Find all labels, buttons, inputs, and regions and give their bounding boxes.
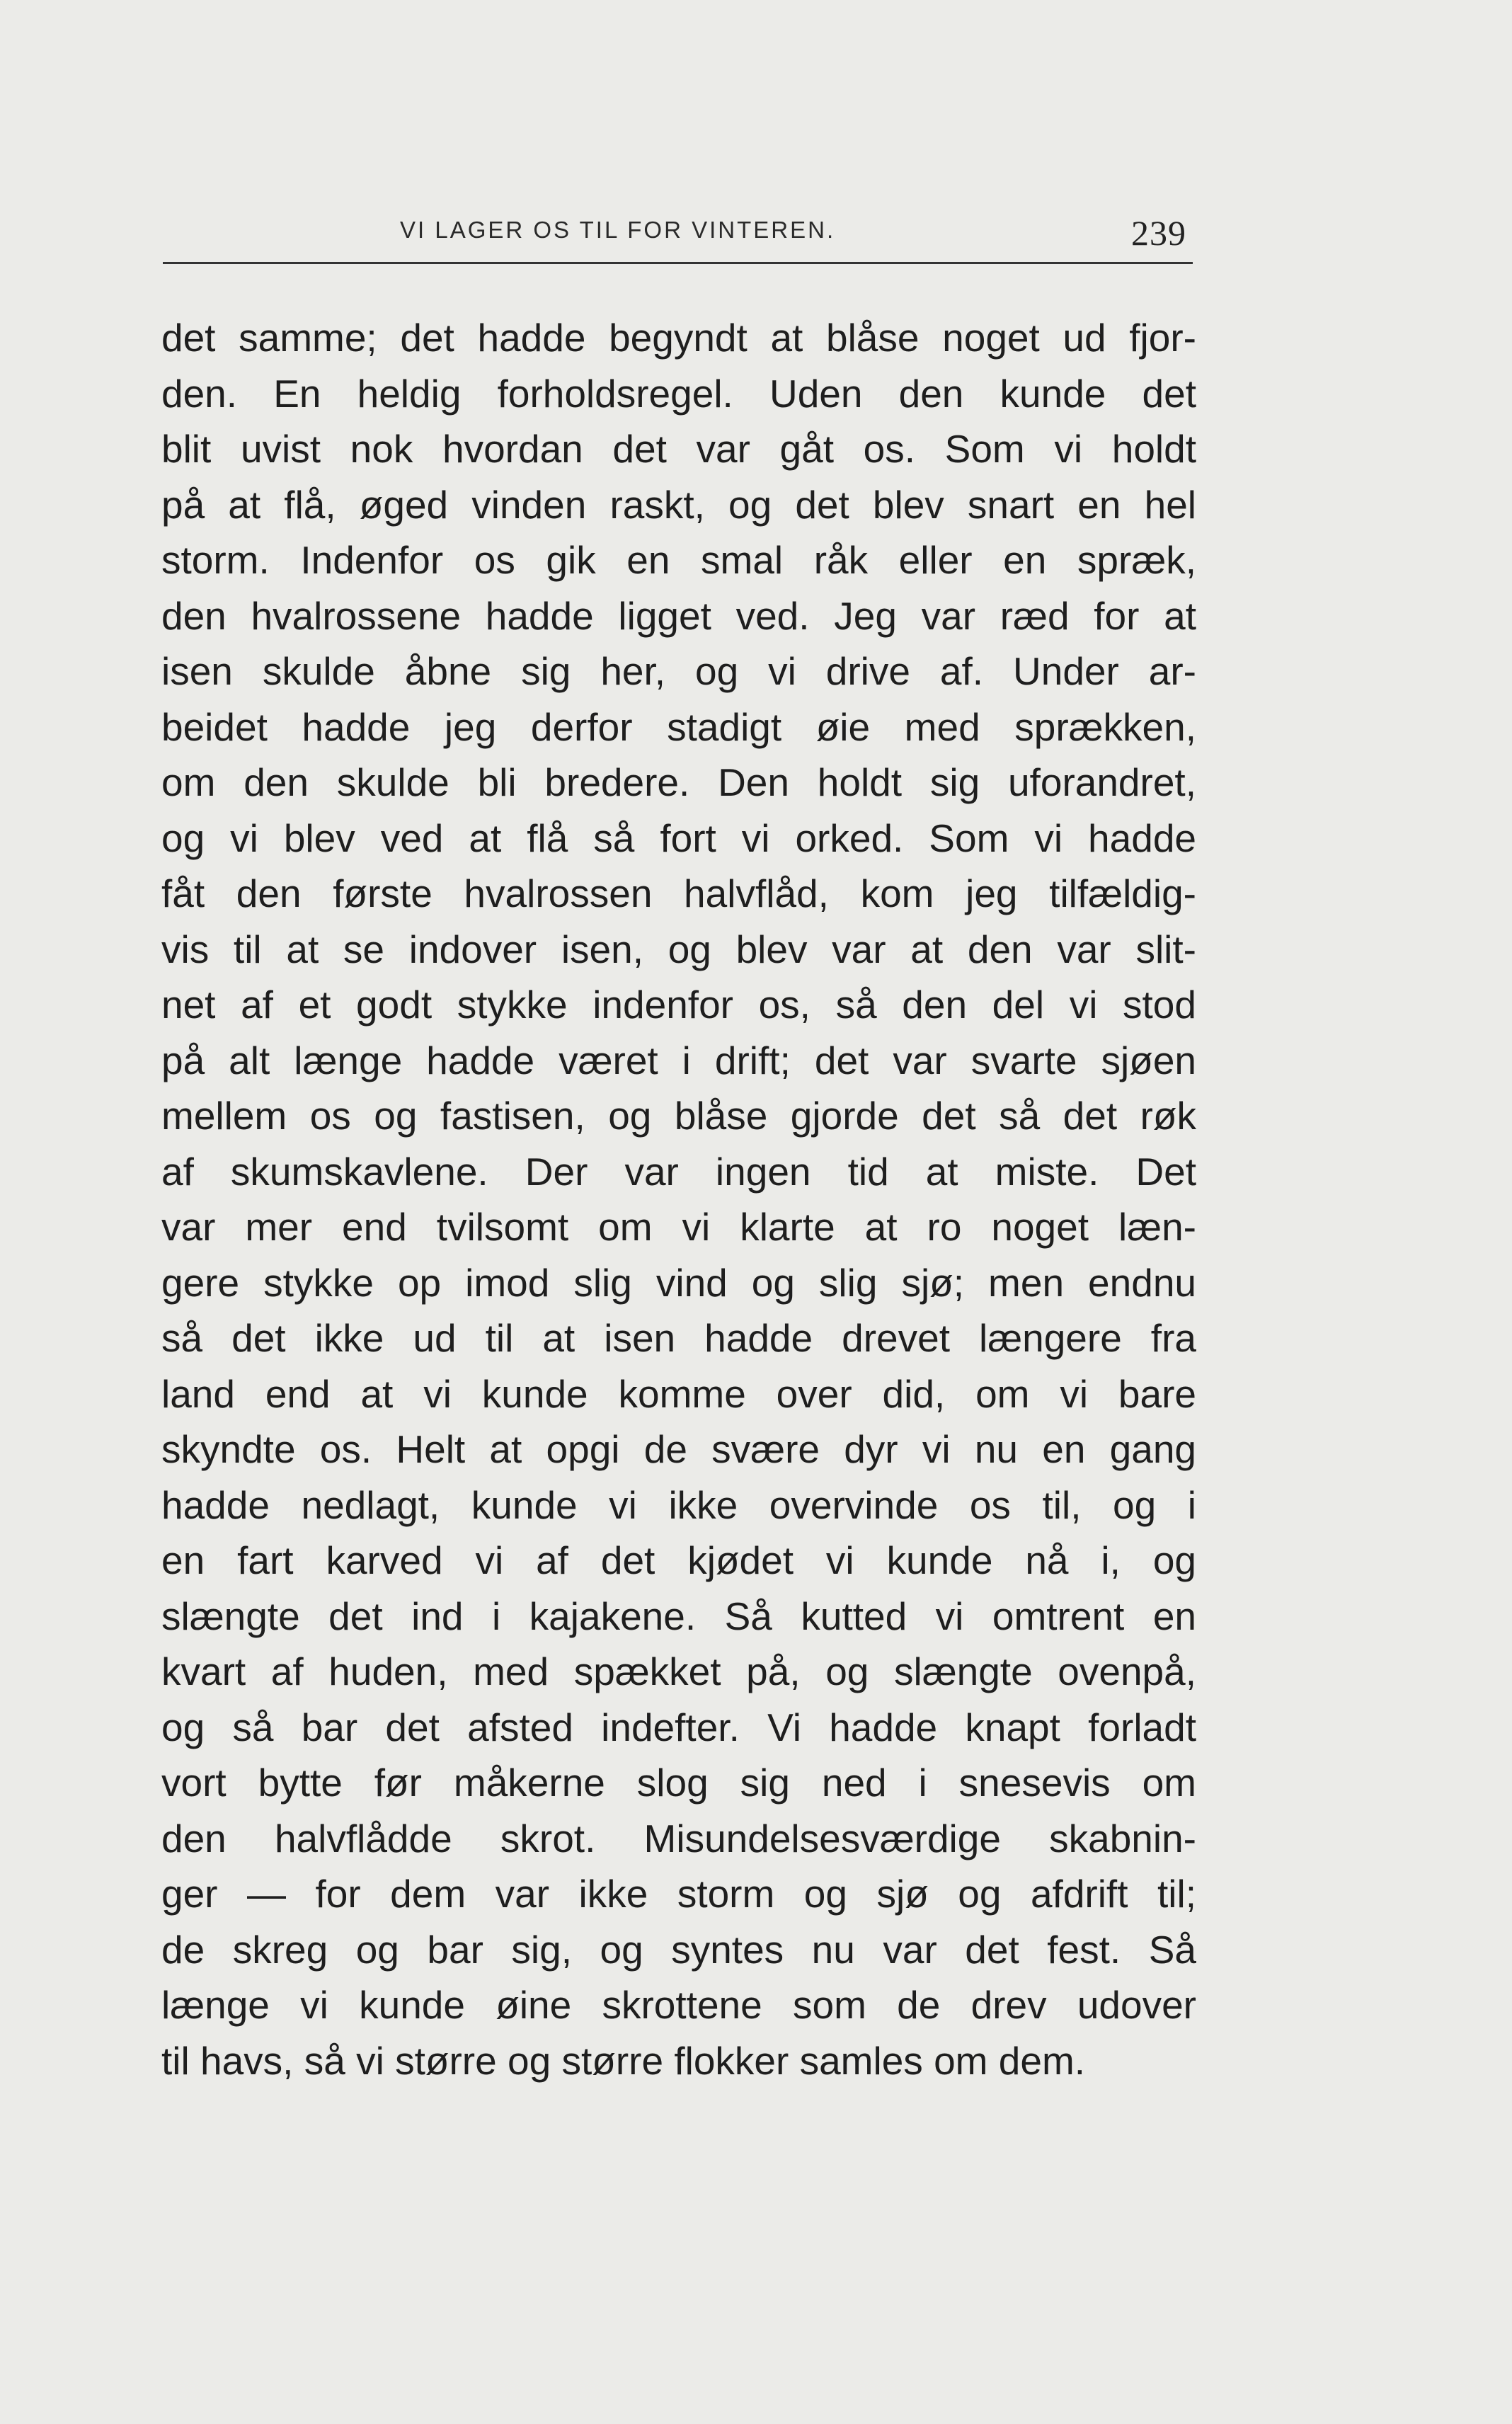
text-line: vort bytte før måkerne slog sig ned i snesevis om: [161, 1761, 1196, 1805]
text-line: fåt den første hvalrossen halvflåd, kom jeg tilfældig-: [161, 871, 1196, 915]
text-line: så det ikke ud til at isen hadde drevet længere fra: [161, 1316, 1196, 1360]
text-line: var mer end tvilsomt om vi klarte at ro noget læn-: [161, 1205, 1196, 1249]
text-line: vis til at se indover isen, og blev var at den var slit-: [161, 927, 1196, 971]
text-line: den halvflådde skrot. Misundelsesværdige skabnin-: [161, 1816, 1196, 1860]
text-line: mellem os og fastisen, og blåse gjorde det så det røk: [161, 1094, 1196, 1138]
text-line: beidet hadde jeg derfor stadigt øie med sprækken,: [161, 704, 1196, 749]
text-line: på alt længe hadde været i drift; det var svarte sjøen: [161, 1038, 1196, 1082]
text-line: til havs, så vi større og større flokker samles om dem.: [161, 2038, 1086, 2083]
page-number: 239: [1131, 213, 1186, 253]
body-text: [161, 310, 1196, 2088]
text-line: storm. Indenfor os gik en smal råk eller en spræk,: [161, 538, 1196, 582]
text-line: blit uvist nok hvordan det var gåt os. Som vi holdt: [161, 427, 1196, 471]
text-line: en fart karved vi af det kjødet vi kunde nå i, og: [161, 1538, 1196, 1582]
text-line: skyndte os. Helt at opgi de svære dyr vi nu en gang: [161, 1427, 1196, 1471]
text-line: ger — for dem var ikke storm og sjø og afdrift til;: [161, 1872, 1196, 1916]
text-line: og vi blev ved at flå så fort vi orked. Som vi hadde: [161, 816, 1196, 860]
text-line: hadde nedlagt, kunde vi ikke overvinde os til, og i: [161, 1482, 1196, 1527]
text-line: isen skulde åbne sig her, og vi drive af. Under ar-: [161, 649, 1196, 693]
running-head: VI LAGER OS TIL FOR VINTEREN.: [400, 217, 836, 243]
text-line: den. En heldig forholdsregel. Uden den kunde det: [161, 371, 1196, 416]
text-line: af skumskavlene. Der var ingen tid at miste. Det: [161, 1149, 1196, 1194]
header-rule: [163, 262, 1193, 264]
text-line: længe vi kunde øine skrottene som de drev udover: [161, 1983, 1196, 2027]
text-line: land end at vi kunde komme over did, om vi bare: [161, 1371, 1196, 1416]
text-line: net af et godt stykke indenfor os, så den del vi stod: [161, 983, 1196, 1027]
text-line: den hvalrossene hadde ligget ved. Jeg var ræd for at: [161, 593, 1196, 638]
text-line: kvart af huden, med spækket på, og slængte ovenpå,: [161, 1650, 1196, 1693]
text-line: om den skulde bli bredere. Den holdt sig uforandret,: [161, 760, 1196, 804]
text-line: det samme; det hadde begyndt at blåse noget ud fjor-: [161, 316, 1196, 360]
text-line: og så bar det afsted indefter. Vi hadde knapt forladt: [161, 1705, 1196, 1749]
text-line: slængte det ind i kajakene. Så kutted vi omtrent en: [161, 1594, 1196, 1638]
text-line: de skreg og bar sig, og syntes nu var det fest. Så: [161, 1927, 1196, 1972]
text-line: gere stykke op imod slig vind og slig sjø; men endnu: [161, 1260, 1196, 1305]
text-line: på at flå, øged vinden raskt, og det blev snart en hel: [161, 482, 1196, 527]
